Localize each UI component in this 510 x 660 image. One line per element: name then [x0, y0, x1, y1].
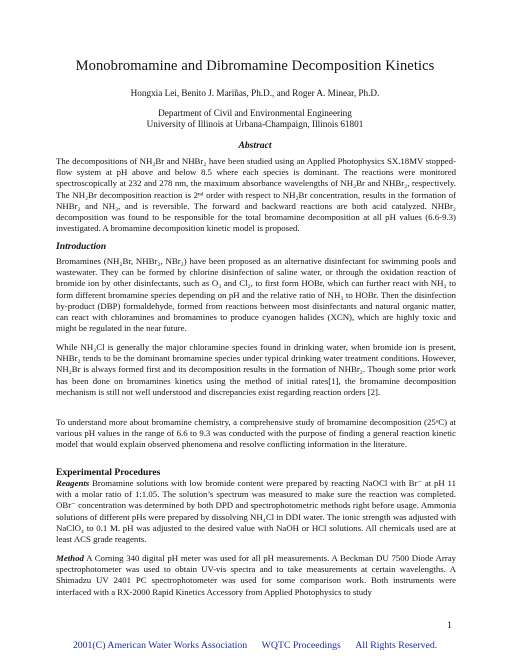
reagents-label: Reagents	[56, 478, 90, 488]
footer-copyright: 2001(C) American Water Works Association	[72, 640, 248, 651]
footer-proceedings: WQTC Proceedings	[261, 640, 341, 651]
page-footer	[0, 640, 510, 651]
abstract-text: The decompositions of NH₂Br and NHBr₂ have been studied using an Applied Photophysics SX.18MV stopped-flow system at pH above and below 8.5 where each species is dominant. The reactions were monitored spectroscopically at 232 and 278 nm, the maximum absorbance wavelengths of NH₂Br and NHBr₂, respectively. The NH₂Br decomposition reaction is 2ⁿᵈ order with respect to NH₂Br concentration, results in the formation of NHBr₂ and NH₃, and is reversible. The forward and backward reactions are both acid catalyzed. NHBr₂ decomposition was found to be responsible for the total bromamine decomposition at all pH values (6.6-9.3) investigated. A bromamine decomposition kinetic model is proposed.	[56, 156, 456, 234]
author-list: Hongxia Lei, Benito J. Mariñas, Ph.D., and Roger A. Minear, Ph.D.	[130, 88, 380, 98]
paper-title: Monobromamine and Dibromamine Decomposition Kinetics	[75, 58, 435, 74]
introduction-paragraph-1: Bromamines (NH₂Br, NHBr₂, NBr₃) have been proposed as an alternative disinfectant for swimming pools and wastewater. They can be formed by chlorine disinfection of saline water, or through the oxidation reaction of bromide ion by other disinfectants, such as O₃ and Cl₂, to first form HOBr, which can further react with NH₃ to form different bromamine species depending on pH and the relative ratio of NH₃ to HOBr. Then the disinfection by-product (DBP) formaldehyde, formed from reactions between most disinfectants and natural organic matter, can react with chloramines and bromamines to produce cyanogen halides (XCN), which are highly toxic and might be regulated in the near future.	[56, 256, 456, 334]
footer-rights: All Rights Reserved.	[355, 640, 438, 651]
affiliation-university: University of Illinois at Urbana-Champaign, Illinois 61801	[146, 119, 364, 129]
reagents-paragraph	[56, 478, 456, 545]
method-text: A Corning 340 digital pH meter was used for all pH measurements. A Beckman DU 7500 Diode Array spectrophotometer was used to obtain UV-vis spectra and to take measurements at certain wavelengths. A Shimadzu UV 2401 PC spectrophotometer was used for some comparison work. Both instruments were interfaced with a RX-2000 Rapid Kinetics Accessory from Applied Photophysics to study	[56, 553, 456, 597]
introduction-heading: Introduction	[56, 241, 107, 252]
abstract-heading: Abstract	[238, 140, 272, 151]
page-number: 1	[447, 620, 452, 631]
reagents-text: Bromamine solutions with low bromide content were prepared by reacting NaOCl with Br⁻ at pH 11 with a molar ratio of 1:1.05. The solution’s spectrum was measured to make sure the reaction was completed. OBr⁻ concentration was determined by both DPD and spectrophotometric methods right before usage. Ammonia solutions of different pHs were prepared by dissolving NH₄Cl in DDI water. The ionic strength was adjusted with NaClO₄ to 0.1 M. pH was adjusted to the desired value with NaOH or HCl solutions. All chemicals used are at least ACS grade reagents.	[56, 478, 456, 545]
introduction-paragraph-3: To understand more about bromamine chemistry, a comprehensive study of bromamine decomposition (25ᵒC) at various pH values in the range of 6.6 to 9.3 was conducted with the purpose of finding a general reaction kinetic model that would explain observed phenomena and resolve conflicting information in the literature.	[56, 417, 456, 450]
introduction-paragraph-2: While NH₂Cl is generally the major chloramine species found in drinking water, when bromide ion is present, NHBr₂ tends to be the dominant bromamine species under typical drinking water treatment conditions. However, NH₂Br is always formed first and its decomposition results in the formation of NHBr₂. Though some prior work has been done on bromamines kinetics using the method of initial rates[1], the bromamine decomposition mechanism is still not well understood and discrepancies exist regarding reaction orders [2].	[56, 342, 456, 397]
method-label: Method	[56, 553, 84, 563]
affiliation-department: Department of Civil and Environmental Engineering	[158, 108, 352, 118]
experimental-heading: Experimental Procedures	[56, 467, 161, 478]
method-paragraph	[56, 553, 456, 598]
affiliation	[0, 108, 510, 130]
